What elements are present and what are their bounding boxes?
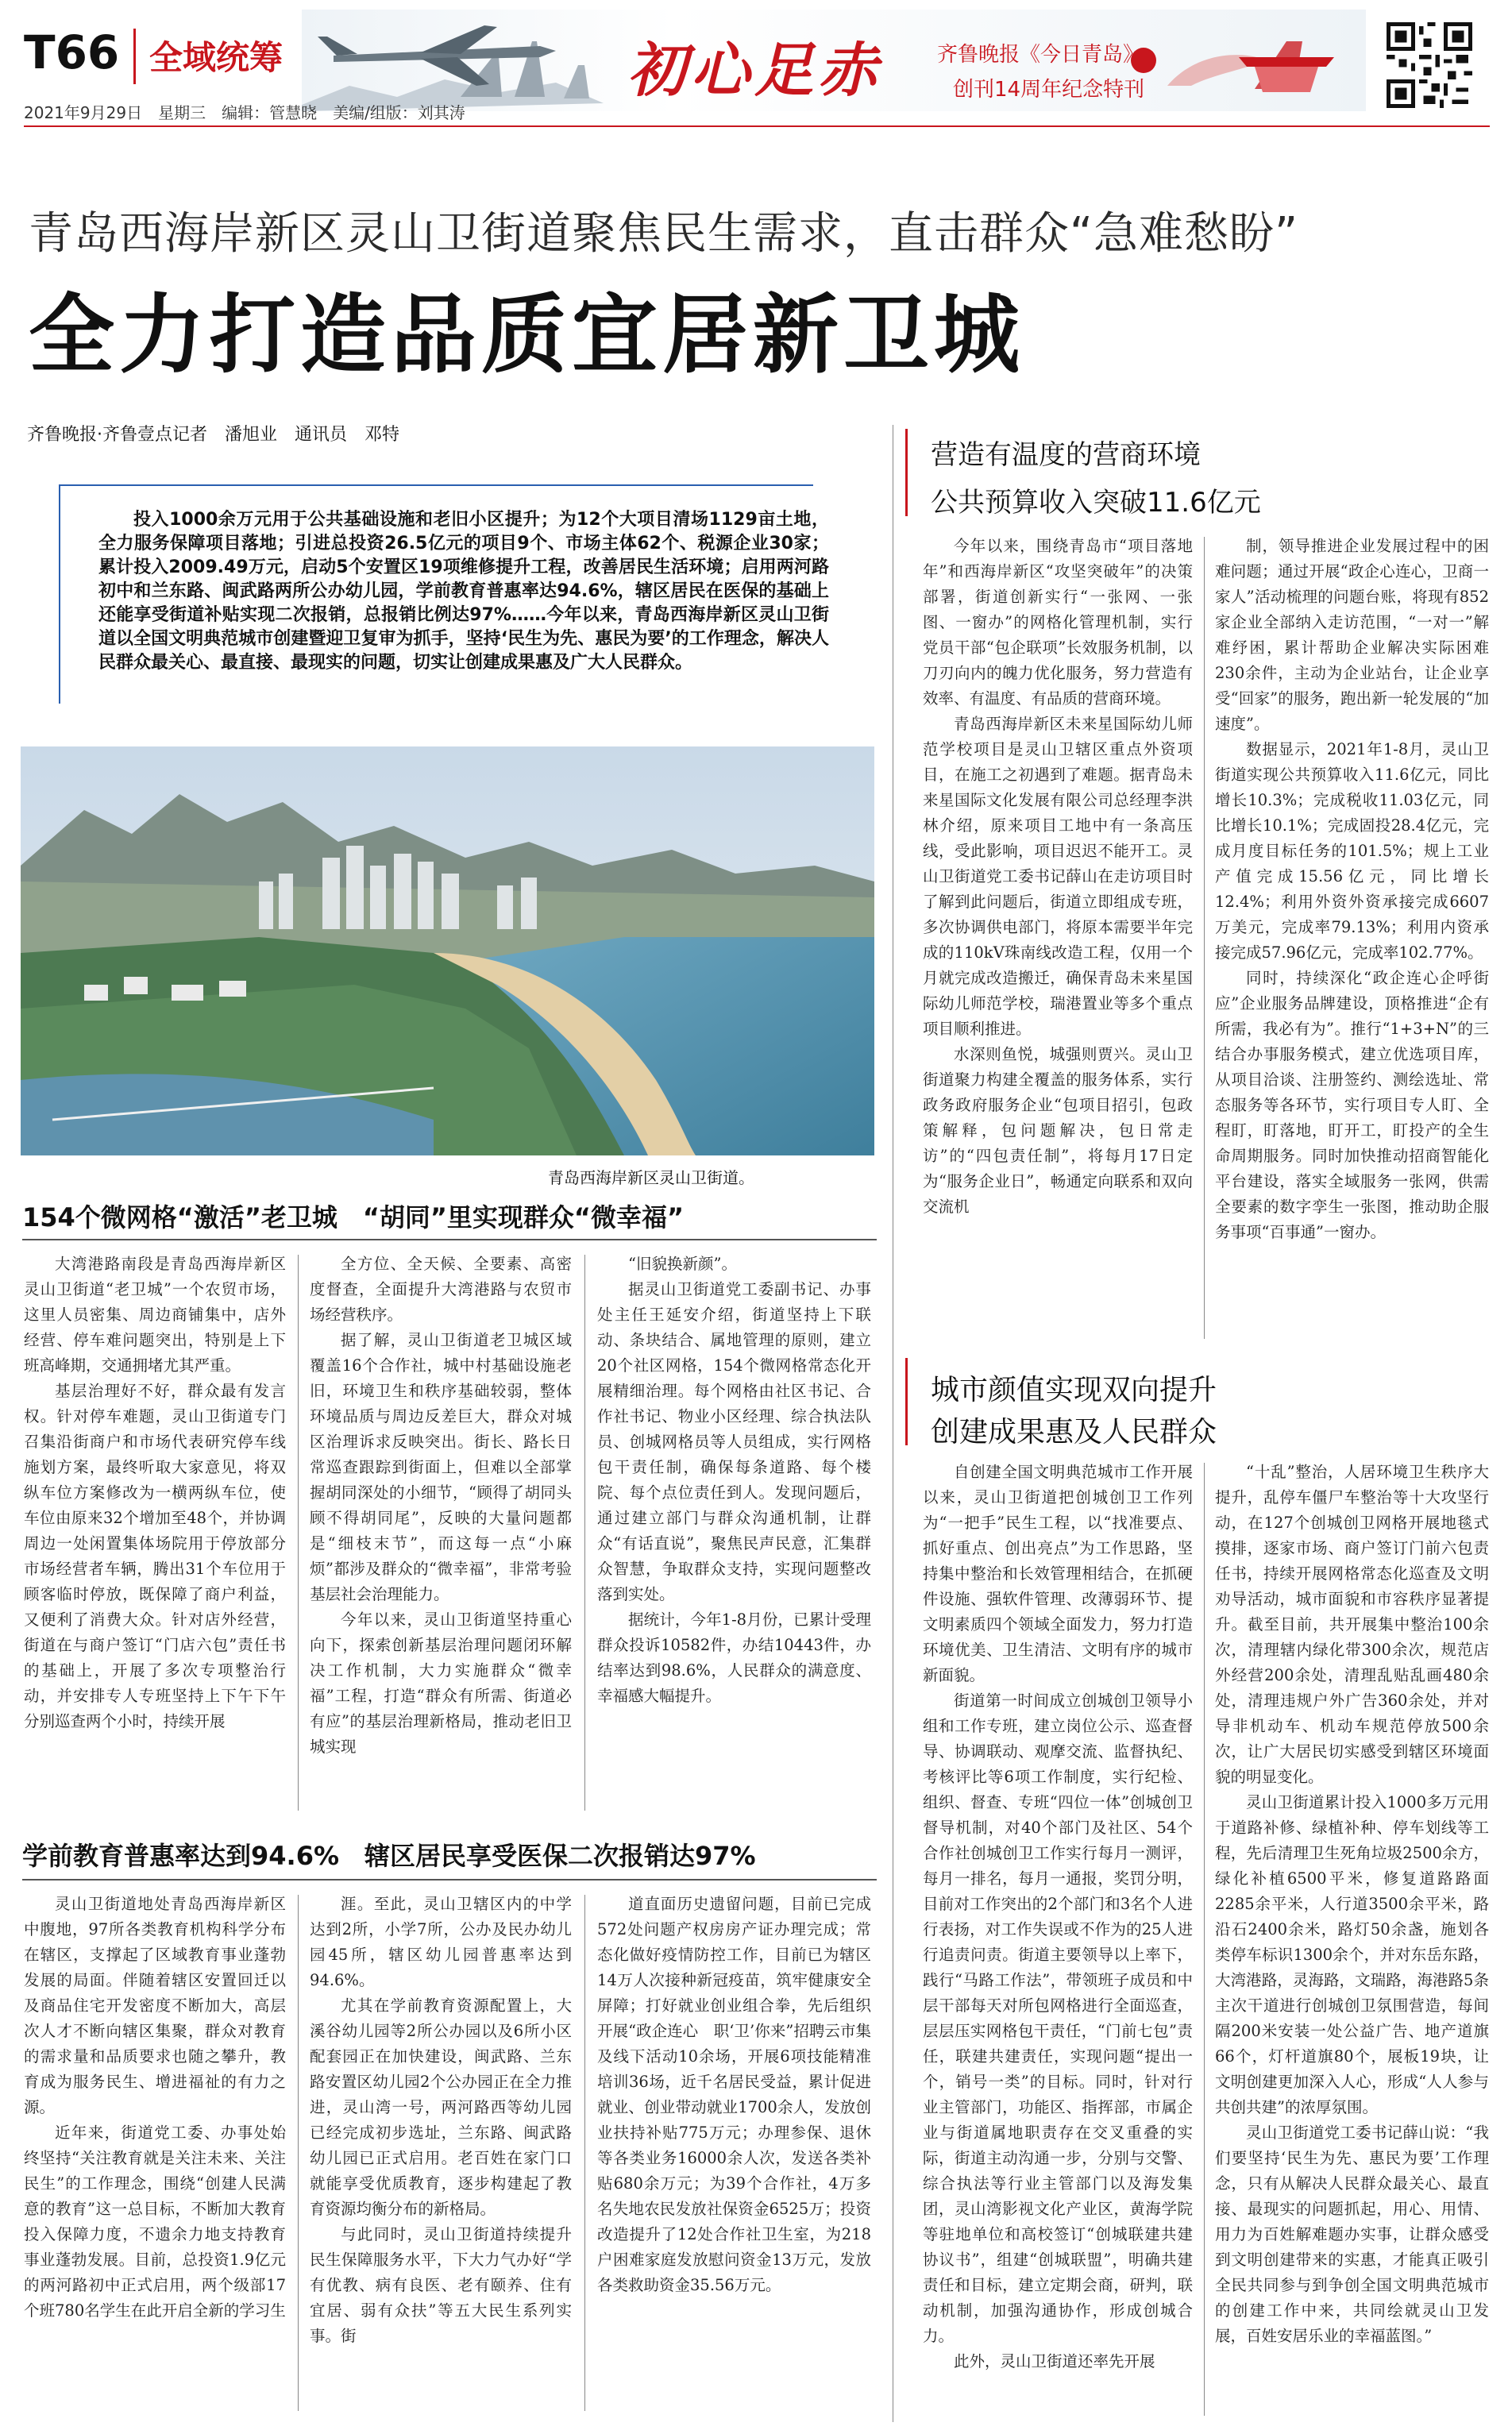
paragraph: 今年以来，灵山卫街道坚持重心向下，探索创新基层治理问题闭环解决工作机制，大力实施群众“微幸福”工程，打造“群众有所需、街道必有应”的基层治理新格局，推动老旧卫城实现: [310, 1610, 572, 1756]
grid-column-1: [24, 1252, 286, 1815]
section-heading-city-a: 城市颜值实现双向提升: [931, 1374, 1217, 1406]
paragraph: 道直面历史遗留问题，目前已完成572处问题产权房房产证办理完成；常态化做好疫情防控工作，目前已为辖区14万人次接种新冠疫苗，筑牢健康安全屏障；打好就业创业组合拳，先后组织开展“政企连心 职‘卫’你来”招聘云市集及线下活动10余场，开展6项技能精准培训36场，近千名居民受益，累计促进就业、创业带动就业1700余人，发放创业扶持补贴775万元；办理参保、退休等各类业务16000余人次，发送各类补贴680余万元；为39个合作社，4万多名失地农民发放社保资金6525万；投资改造提升了12处合作社卫生室，为218户困难家庭发放慰问资金13万元，发放各类救助资金35.56万元。: [597, 1895, 871, 2294]
paragraph: 同时，持续深化“政企连心企呼街应”企业服务品牌建设，顶格推进“企有所需，我必有为”。推行“1+3+N”的三结合办事服务模式，建立优选项目库，从项目洽谈、注册签约、测绘选址、常态服务等各环节，实行项目专人盯、全程盯，盯落地，盯开工，盯投产的全生命周期服务。同时加快推动招商智能化平台建设，落实全域服务一张网，供需全要素的数字孪生一张图，推动助企服务事项“百事通”一窗办。: [1215, 969, 1489, 1241]
paragraph: 涯。至此，灵山卫辖区内的中学达到2所，小学7所，公办及民办幼儿园45所，辖区幼儿园普惠率达到94.6%。: [310, 1895, 572, 1989]
paragraph: 大湾港路南段是青岛西海岸新区灵山卫街道“老卫城”一个农贸市场，这里人员密集、周边商铺集中，店外经营、停车难问题突出，特别是上下班高峰期，交通拥堵尤其严重。: [24, 1255, 286, 1375]
paragraph: 青岛西海岸新区未来星国际幼儿师范学校项目是灵山卫辖区重点外资项目，在施工之初遇到了难题。据青岛未来星国际文化发展有限公司总经理李洪林介绍，原来项目工地中有一条高压线，受此影响，项目迟迟不能开工。灵山卫街道党工委书记薛山在走访项目时了解到此问题后，街道立即组成专班，多次协调供电部门，将原本需要半年完成的110kV珠南线改造工程，仅用一个月就完成改造搬迁，确保青岛未来星国际幼儿师范学校，瑞港置业等多个重点项目顺利推进。: [923, 715, 1193, 1038]
banner-subtitle: 创刊14周年纪念特刊: [953, 78, 1145, 102]
business-column-2: [1215, 534, 1489, 1344]
column-rule: [298, 1255, 299, 1811]
aerial-photo: [21, 746, 874, 1155]
city-column-1: [923, 1460, 1193, 2420]
paragraph: 街道第一时间成立创城创卫领导小组和工作专班，建立岗位公示、巡查督导、协调联动、观摩交流、监督执纪、考核评比等6项工作制度，实行纪检、组织、督查、专班“四位一体”创城创卫督导机制，对40个部门及社区、54个合作社创城创卫工作实行每月一测评，每月一排名，每月一通报，奖罚分明，目前对工作突出的2个部门和3名个人进行表扬，对工作失误或不作为的25人进行追责问责。街道主要领导以上率下，践行“马路工作法”，带领班子成员和中层干部每天对所包网格进行全面巡查，层层压实网格包干责任，“门前七包”责任，联建共建责任，实现问题“提出一个，销号一类”的目标。同时，针对行业主管部门，功能区、指挥部，市属企业与街道属地职责存在交叉重叠的实际，街道主动沟通一步，分别与交警、综合执法等行业主管部门以及海发集团，灵山湾影视文化产业区，黄海学院等驻地单位和高校签订“创城联建共建协议书”，组建“创城联盟”，明确共建责任和目标，建立定期会商，研判，联动机制，加强沟通协作，形成创城合力。: [923, 1691, 1193, 2345]
column-rule: [1204, 537, 1205, 1339]
article-abstract: [59, 484, 829, 704]
byline: 齐鲁晚报·齐鲁壹点记者 潘旭业 通讯员 邓特: [27, 425, 399, 445]
section-heading-business-b: 公共预算收入突破11.6亿元: [931, 487, 1261, 519]
abstract-text: 投入1000余万元用于公共基础设施和老旧小区提升；为12个大项目清场1129亩土地，全力服务保障项目落地；引进总投资26.5亿元的项目9个、市场主体62个、税源企业30家；累计投入2009.49万元，启动5个安置区19项维修提升工程，改善居民生活环境；启用两河路初中和兰东路、闽武路两所公办幼儿园，学前教育普惠率达94.6%，辖区居民在医保的基础上还能享受街道补贴实现二次报销，总报销比例达97%……今年以来，青岛西海岸新区灵山卫街道以全国文明典范城市创建暨迎卫复审为抓手，坚持‘民生为先、惠民为要’的工作理念，解决人民群众最关心、最直接、最现实的问题，切实让创建成果惠及广大人民群众。: [98, 510, 829, 673]
paragraph: 全方位、全天候、全要素、高密度督查，全面提升大湾港路与农贸市场经营秩序。: [310, 1255, 572, 1324]
business-column-1: [923, 534, 1193, 1344]
header-rule: [24, 125, 1490, 127]
paragraph: 制，领导推进企业发展过程中的困难问题；通过开展“政企心连心，卫商一家人”活动梳理的问题台账，将现有852家企业全部纳入走访范围，“一对一”解难纾困，累计帮助企业解决实际困难230余件，主动为企业站台，让企业享受“回家”的服务，跑出新一轮发展的“加速度”。: [1215, 537, 1489, 733]
section-heading-grid: 154个微网格“激活”老卫城 “胡同”里实现群众“微幸福”: [22, 1202, 684, 1232]
paragraph: 今年以来，围绕青岛市“项目落地年”和西海岸新区“攻坚突破年”的决策部署，街道创新实行“一张网、一张图、一窗办”的网格化管理机制，实行党员干部“包企联项”长效服务机制，以刀刃向内的魄力优化服务，努力营造有效率、有温度、有品质的营商环境。: [923, 537, 1193, 708]
paragraph: 与此同时，灵山卫街道持续提升民生保障服务水平，下大力气办好“学有优教、病有良医、老有颐养、住有宜居、弱有众扶”等五大民生系列实事。街: [310, 2225, 572, 2345]
paragraph: 据了解，灵山卫街道老卫城区域覆盖16个合作社，城中村基础设施老旧，环境卫生和秩序基础较弱，整体环境品质与周边反差巨大，群众对城区治理诉求反映突出。街长、路长日常巡查跟踪到街面上，但难以全部掌握胡同深处的小细节，“顾得了胡同头顾不得胡同尾”，反映的大量问题都是“细枝末节”，而这每一点“小麻烦”都涉及群众的“微幸福”，非常考验基层社会治理能力。: [310, 1331, 572, 1603]
paragraph: 近年来，街道党工委、办事处始终坚持“关注教育就是关注未来、关注民生”的工作理念，围绕“创建人民满意的教育”这一总目标，不断加大教育投入保障力度，不遗余力地支持教育事业蓬勃发展。目前，总投资1.9亿元的两河路初中正式启用，两个级部17个班780名学生在此开启全新的学习生: [24, 2123, 286, 2320]
banner-paper-name: 齐鲁晚报《今日青岛》: [937, 43, 1144, 67]
issue-meta: 2021年9月29日 星期三 编辑：管慧晓 美编/组版：刘其涛: [24, 103, 465, 122]
banner-title: 初心足赤: [627, 37, 881, 105]
paragraph: 尤其在学前教育资源配置上，大溪谷幼儿园等2所公办园以及6所小区配套园正在加快建设，闽武路、兰东路安置区幼儿园2个公办园正在全力推进，灵山湾一号，两河路西等幼儿园已经完成初步选址，兰东路、闽武路幼儿园已正式启用。老百姓在家门口就能享受优质教育，逐步构建起了教育资源均衡分布的新格局。: [310, 1996, 572, 2218]
paragraph: 数据显示，2021年1-8月，灵山卫街道实现公共预算收入11.6亿元，同比增长10.3%；完成税收11.03亿元，同比增长10.1%；完成固投28.4亿元，完成月度目标任务的101.5%；规上工业产值完成15.56亿元，同比增长12.4%；利用外资外资承接完成6607万美元，完成率79.13%；利用内资承接完成57.96亿元，完成率102.77%。: [1215, 740, 1489, 962]
paragraph: 灵山卫街道地处青岛西海岸新区中腹地，97所各类教育机构科学分布在辖区，支撑起了区域教育事业蓬勃发展的局面。伴随着辖区安置回迁以及商品住宅开发密度不断加大，高层次人才不断向辖区集聚，群众对教育的需求量和品质要求也随之攀升，教育成为服务民生、增进福祉的有力之源。: [24, 1895, 286, 2116]
heading-accent: [905, 429, 908, 516]
column-rule: [584, 1255, 585, 1811]
paragraph: 灵山卫街道累计投入1000多万元用于道路补修、绿植补种、停车划线等工程，先后清理卫生死角垃圾2500余方，绿化补植6500平米，修复道路路面2285余平米，人行道3500余平米，路沿石2400余米，路灯50余盏，施划各类停车标识1300余个，并对东岳东路，大湾港路，灵海路，文瑞路，海港路5条主次干道进行创城创卫氛围营造，每间隔200米安装一处公益广告、地产道旗66个，灯杆道旗80个，展板19块，让文明创建更加深入人心，形成“人人参与 共创共建”的浓厚氛围。: [1215, 1793, 1505, 2116]
article-title: 全力打造品质宜居新卫城: [29, 286, 1025, 385]
paragraph: 基层治理好不好，群众最有发言权。针对停车难题，灵山卫街道专门召集沿街商户和市场代表研究停车线施划方案，最终听取大家意见，将双纵车位方案修改为一横两纵车位，使车位由原来32个增加至48个，并协调周边一处闲置集体场院用于停放部分市场经营者车辆，腾出31个车位用于顾客临时停放，既保障了商户利益，又便利了消费大众。针对店外经营，街道在与商户签订“门店六包”责任书的基础上，开展了多次专项整治行动，并安排专人专班坚持上下午下午分别巡查两个小时，持续开展: [24, 1382, 286, 1730]
column-rule: [298, 1895, 299, 2411]
section-heading-business-a: 营造有温度的营商环境: [931, 439, 1201, 471]
header-divider: [133, 29, 136, 84]
photo-caption: 青岛西海岸新区灵山卫街道。: [548, 1168, 754, 1187]
paragraph: 灵山卫街道党工委书记薛山说：“我们要坚持‘民生为先、惠民为要’工作理念，只有从解决人民群众最关心、最直接、最现实的问题抓起，用心、用情、用力为百姓解难题办实事，让群众感受到文明创建带来的实惠，才能真正吸引全民共同参与到争创全国文明典范城市的创建工作中来，共同绘就灵山卫发展，百姓安居乐业的幸福蓝图。”: [1215, 2123, 1489, 2345]
column-rule: [1204, 1463, 1205, 2416]
section-rule: [22, 1879, 877, 1880]
column-rule: [584, 1895, 585, 2411]
education-column-2: [310, 1892, 572, 2416]
paragraph: 此外，灵山卫街道还率先开展: [954, 2352, 1155, 2370]
paragraph: “旧貌换新颜”。: [628, 1255, 737, 1273]
grid-column-2: [310, 1252, 572, 1815]
article-subtitle: 青岛西海岸新区灵山卫街道聚焦民生需求，直击群众“急难愁盼”: [29, 208, 1299, 260]
heading-accent: [905, 1358, 908, 1445]
paragraph: 自创建全国文明典范城市工作开展以来，灵山卫街道把创城创卫工作列为“一把手”民生工程，以“找准要点、抓好重点、创出亮点”为工作思路，坚持集中整治和长效管理相结合，在抓硬件设施、强软件管理、改薄弱环节、提文明素质四个领域全面发力，努力打造环境优美、卫生清洁、文明有序的城市新面貌。: [923, 1463, 1193, 1684]
city-column-2: [1215, 1460, 1505, 2420]
section-rule: [22, 1239, 877, 1240]
page-number: T66: [24, 25, 120, 79]
education-column-1: [24, 1892, 286, 2416]
section-heading-city-b: 创建成果惠及人民群众: [931, 1416, 1217, 1448]
paragraph: 水深则鱼悦，城强则贾兴。灵山卫街道聚力构建全覆盖的服务体系，实行政务政府服务企业“包项目招引，包政策解释，包问题解决，包日常走访”的“四包责任制”，将每月17日定为“服务企业日”，畅通定向联系和双向交流机: [923, 1045, 1193, 1216]
section-heading-education: 学前教育普惠率达到94.6% 辖区居民享受医保二次报销达97%: [22, 1841, 756, 1871]
qr-code-icon[interactable]: [1387, 22, 1472, 108]
grid-column-3: [597, 1252, 871, 1815]
section-title: 全域统筹: [149, 38, 284, 77]
education-column-3: [597, 1892, 871, 2416]
paragraph: 据统计，今年1-8月份，已累计受理群众投诉10582件，办结10443件，办结率达到98.6%，人民群众的满意度、幸福感大幅提升。: [597, 1610, 871, 1705]
paragraph: “十乱”整治，人居环境卫生秩序大提升，乱停车僵尸车整治等十大攻坚行动，在127个创城创卫网格开展地毯式摸排，逐家市场、商户签订门前六包责任书，持续开展网格常态化巡查及文明劝导活动，城市面貌和市容秩序显著提升。截至目前，共开展集中整治100余次，清理辖内绿化带300余次，规范店外经营200余处，清理乱贴乱画480余处，清理违规户外广告360余处，并对导非机动车、机动车规范停放500余次，让广大居民切实感受到辖区环境面貌的明显变化。: [1215, 1463, 1489, 1786]
paragraph: 据灵山卫街道党工委副书记、办事处主任王延安介绍，街道坚持上下联动、条块结合、属地管理的原则，建立20个社区网格，154个微网格常态化开展精细治理。每个网格由社区书记、合作社书记、物业小区经理、综合执法队员、创城网格员等人员组成，实行网格包干责任制，确保每条道路、每个楼院、每个点位责任到人。发现问题后，通过建立部门与群众沟通机制，让群众“有话直说”，聚焦民声民意，汇集群众智慧，争取群众支持，实现问题整改落到实处。: [597, 1280, 871, 1603]
